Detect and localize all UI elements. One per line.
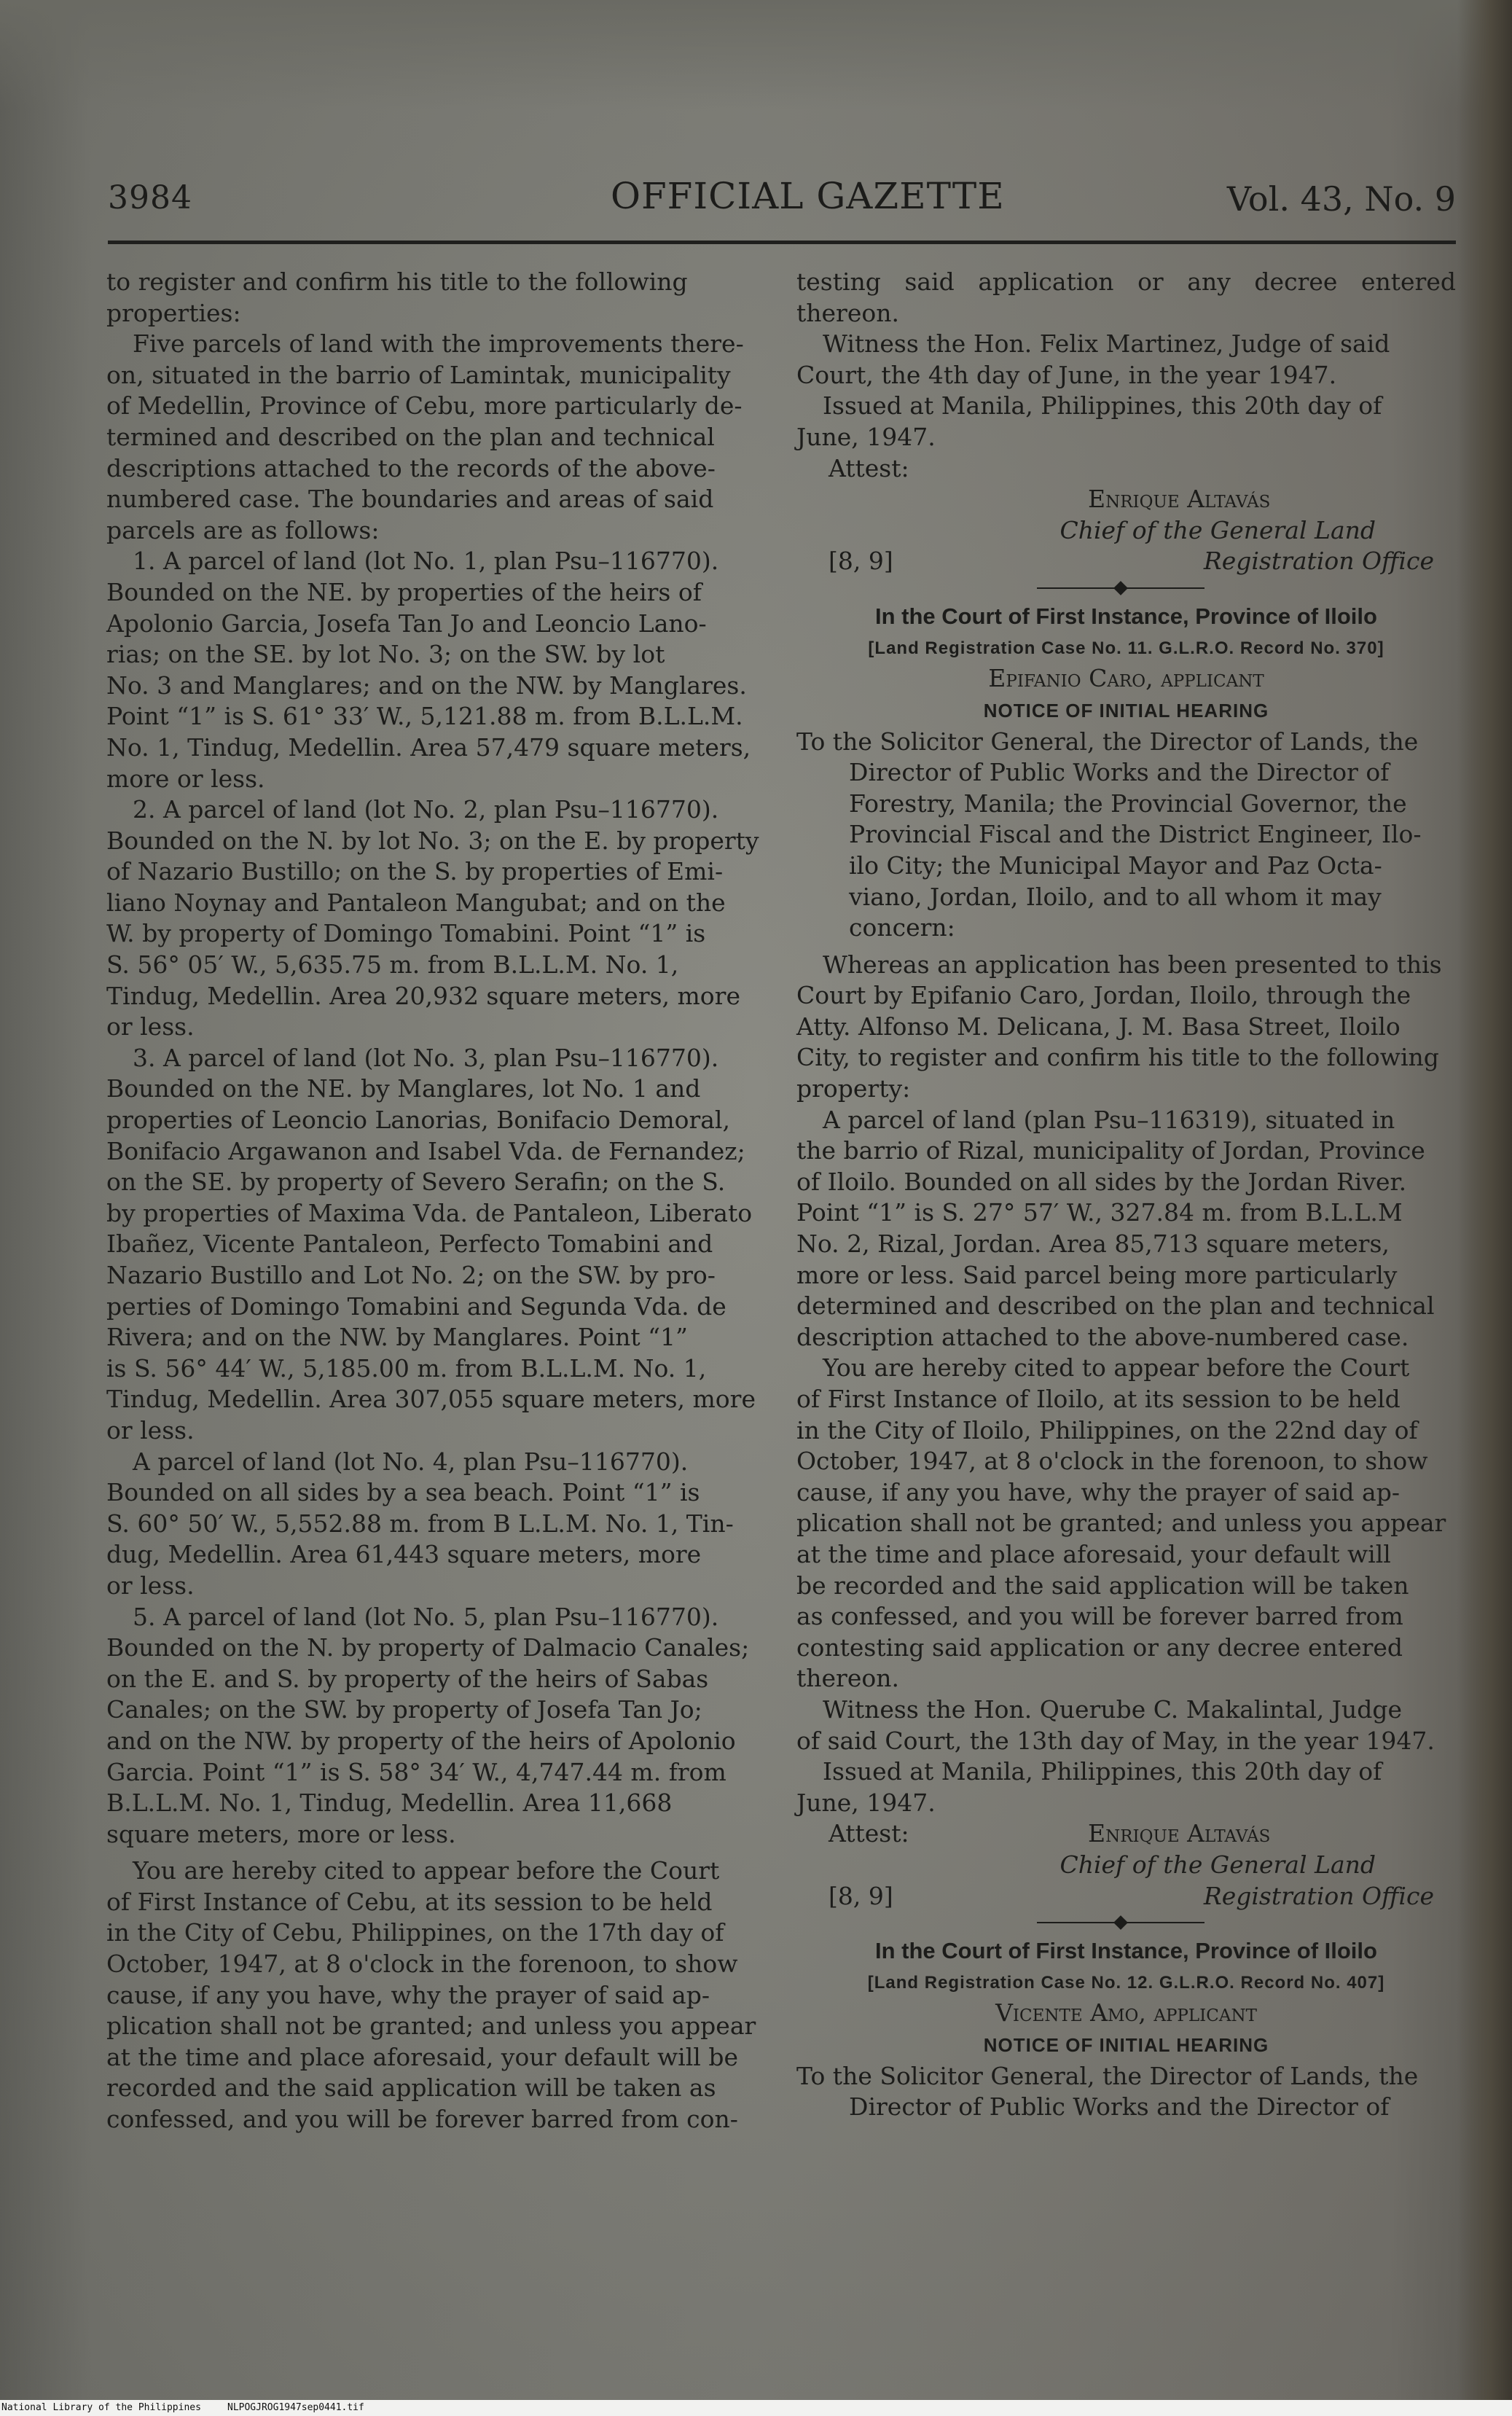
notice-title: NOTICE OF INITIAL HEARING <box>983 2033 1269 2056</box>
text-line: Five parcels of land with the improvements there- <box>133 329 744 359</box>
signatory-name: Enrique Altavás <box>1088 1819 1271 1848</box>
text-line: in the City of Iloilo, Philippines, on the 22nd day of <box>796 1415 1418 1444</box>
text-line: Director of Public Works and the Director of <box>849 758 1390 787</box>
text-line: of Iloilo. Bounded on all sides by the Jordan River. <box>796 1167 1407 1196</box>
text-line: W. by property of Domingo Tomabini. Point “1” is <box>106 919 706 948</box>
text-line: Rivera; and on the NW. by Manglares. Point “1” <box>106 1323 688 1352</box>
issue-line <box>796 546 1456 577</box>
text-line: No. 1, Tindug, Medellin. Area 57,479 square meters, <box>106 732 751 762</box>
text-line: Bounded on the NE. by properties of the heirs of <box>106 577 702 606</box>
text-line: descriptions attached to the records of the above- <box>106 453 716 482</box>
text-line: Bonifacio Argawanon and Isabel Vda. de Fernandez; <box>106 1136 745 1165</box>
text-line: No. 3 and Manglares; and on the NW. by Manglares. <box>106 671 747 700</box>
signatory-line <box>796 484 1456 515</box>
text-line: Witness the Hon. Querube C. Makalintal, Judge <box>823 1694 1402 1724</box>
text-line: be recorded and the said application will be taken <box>796 1571 1409 1600</box>
text-line: October, 1947, at 8 o'clock in the forenoon, to show <box>796 1447 1428 1476</box>
text-line: Apolonio Garcia, Josefa Tan Jo and Leoncio Lano- <box>106 609 707 638</box>
text-line: concern: <box>849 913 955 942</box>
text-line: plication shall not be granted; and unless you appear <box>106 2012 756 2041</box>
publication-title: OFFICIAL GAZETTE <box>611 175 1005 217</box>
section-divider <box>796 577 1456 599</box>
text-line: To the Solicitor General, the Director of Lands, the <box>796 727 1419 756</box>
text-line: confessed, and you will be forever barred from con- <box>106 2105 738 2134</box>
left-column <box>106 267 762 2135</box>
text-line: Forestry, Manila; the Provincial Governor, the <box>849 789 1407 818</box>
text-line: at the time and place aforesaid, your default will <box>796 1539 1391 1568</box>
text-line: Atty. Alfonso M. Delicana, J. M. Basa Street, Iloilo <box>796 1012 1401 1041</box>
text-line: B.L.L.M. No. 1, Tindug, Medellin. Area 11,668 <box>106 1788 673 1818</box>
text-line: Ibañez, Vicente Pantaleon, Perfecto Tomabini and <box>106 1229 713 1259</box>
issue-line <box>796 1881 1456 1912</box>
signatory-role: Chief of the General Land <box>1059 515 1376 544</box>
signatory-office: Registration Office <box>1203 1881 1434 1910</box>
applicant-name: Vicente Amo, applicant <box>995 1998 1257 2028</box>
text-line: Court by Epifanio Caro, Jordan, Iloilo, through the <box>796 981 1411 1010</box>
case-reference: [Land Registration Case No. 12. G.L.R.O. Record No. 407] <box>867 1973 1385 1993</box>
court-heading: In the Court of First Instance, Province of Iloilo <box>875 603 1377 629</box>
page-header <box>108 175 1456 226</box>
text-line: cause, if any you have, why the prayer of said ap- <box>796 1477 1400 1506</box>
header-rule <box>108 241 1456 244</box>
text-line: Nazario Bustillo and Lot No. 2; on the SW. by pro- <box>106 1261 716 1289</box>
text-line: to register and confirm his title to the following <box>106 267 688 296</box>
text-line: You are hereby cited to appear before the Court <box>823 1353 1410 1383</box>
text-line: October, 1947, at 8 o'clock in the forenoon, to show <box>106 1950 738 1979</box>
text-line: determined and described on the plan and technical <box>796 1291 1435 1321</box>
text-line: A parcel of land (plan Psu–116319), situated in <box>823 1105 1395 1134</box>
text-line: contesting said application or any decree entered <box>796 1633 1403 1662</box>
text-line: recorded and the said application will be taken as <box>106 2073 716 2103</box>
text-line: of First Instance of Iloilo, at its session to be held <box>796 1385 1401 1413</box>
text-line: 2. A parcel of land (lot No. 2, plan Psu–116770). <box>133 795 719 824</box>
text-line: the barrio of Rizal, municipality of Jordan, Province <box>796 1136 1425 1165</box>
issue-numbers: [8, 9] <box>829 1881 893 1910</box>
text-line: on the SE. by property of Severo Serafin; on the S. <box>106 1168 726 1197</box>
text-line: June, 1947. <box>796 1788 936 1817</box>
text-line: numbered case. The boundaries and areas of said <box>106 485 714 514</box>
text-line: 1. A parcel of land (lot No. 1, plan Psu–116770). <box>133 547 719 576</box>
text-line: on, situated in the barrio of Lamintak, municipality <box>106 360 731 389</box>
text-line: as confessed, and you will be forever barred from <box>796 1602 1403 1631</box>
text-line: termined and described on the plan and technical <box>106 422 715 451</box>
section-divider <box>796 1912 1456 1934</box>
text-line: in the City of Cebu, Philippines, on the 17th day of <box>106 1918 724 1947</box>
attest-label: Attest: <box>829 1819 909 1848</box>
signatory-role: Chief of the General Land <box>1059 1850 1376 1879</box>
text-line: Issued at Manila, Philippines, this 20th day of <box>823 1757 1382 1786</box>
court-heading: In the Court of First Instance, Province of Iloilo <box>875 1938 1377 1964</box>
page-number: 3984 <box>108 179 192 216</box>
text-line: S. 60° 50′ W., 5,552.88 m. from B L.L.M. No. 1, Tin- <box>106 1509 734 1538</box>
text-line: of Medellin, Province of Cebu, more particularly de- <box>106 391 743 421</box>
attest-label: Attest: <box>829 453 909 482</box>
text-line: property: <box>796 1074 911 1103</box>
text-line: A parcel of land (lot No. 4, plan Psu–116770). <box>133 1447 689 1476</box>
text-line: Canales; on the SW. by property of Josefa Tan Jo; <box>106 1695 702 1724</box>
text-line: cause, if any you have, why the prayer of said ap- <box>106 1980 710 2009</box>
library-credit: National Library of the Philippines <box>1 2402 201 2413</box>
text-line: of Nazario Bustillo; on the S. by properties of Emi- <box>106 857 724 886</box>
text-line: testing said application or any decree entered thereon. <box>796 267 1456 327</box>
scan-footer <box>0 2400 1512 2416</box>
text-line: and on the NW. by property of the heirs of Apolonio <box>106 1726 736 1755</box>
issue-numbers: [8, 9] <box>829 547 893 576</box>
text-line: Point “1” is S. 61° 33′ W., 5,121.88 m. from B.L.L.M. <box>106 702 743 731</box>
text-line: Director of Public Works and the Director of <box>849 2092 1390 2122</box>
text-line: at the time and place aforesaid, your default will be <box>106 2042 738 2071</box>
text-line: No. 2, Rizal, Jordan. Area 85,713 square meters, <box>796 1229 1390 1259</box>
text-line: properties: <box>106 298 241 327</box>
scan-filename: NLPOGJROG1947sep0441.tif <box>227 2402 364 2413</box>
text-line: S. 56° 05′ W., 5,635.75 m. from B.L.L.M. No. 1, <box>106 950 679 980</box>
page-binding-edge <box>1457 0 1512 2416</box>
applicant-name: Epifanio Caro, applicant <box>988 663 1264 692</box>
text-line: rias; on the SE. by lot No. 3; on the SW. by lot <box>106 640 665 669</box>
page-shadow-top <box>0 0 1512 109</box>
text-line: description attached to the above-numbered case. <box>796 1322 1409 1351</box>
right-column <box>796 267 1456 2123</box>
text-line: To the Solicitor General, the Director of Lands, the <box>796 2061 1419 2090</box>
text-line: by properties of Maxima Vda. de Pantaleon, Liberato <box>106 1198 753 1227</box>
text-line: You are hereby cited to appear before the Court <box>133 1856 720 1885</box>
text-line: or less. <box>106 1415 195 1444</box>
attest-line <box>796 1818 1456 1850</box>
notice-title: NOTICE OF INITIAL HEARING <box>983 699 1269 722</box>
signatory-name: Enrique Altavás <box>1088 485 1271 514</box>
volume-issue: Vol. 43, No. 9 <box>1226 179 1456 219</box>
text-line: on the E. and S. by property of the heirs of Sabas <box>106 1664 709 1693</box>
signatory-office: Registration Office <box>1203 547 1434 576</box>
text-line: City, to register and confirm his title to the following <box>796 1043 1439 1072</box>
text-line: Garcia. Point “1” is S. 58° 34′ W., 4,747.44 m. from <box>106 1757 726 1786</box>
text-line: perties of Domingo Tomabini and Segunda Vda. de <box>106 1291 726 1321</box>
text-line: Tindug, Medellin. Area 307,055 square meters, more <box>106 1385 756 1414</box>
text-line: Witness the Hon. Felix Martinez, Judge of said <box>823 329 1390 359</box>
text-line: properties of Leoncio Lanorias, Bonifacio Demoral, <box>106 1106 730 1135</box>
text-line: thereon. <box>796 1664 899 1693</box>
text-line: Point “1” is S. 27° 57′ W., 327.84 m. from B.L.L.M <box>796 1198 1403 1227</box>
text-line: plication shall not be granted; and unless you appear <box>796 1509 1446 1538</box>
text-line: Bounded on all sides by a sea beach. Point “1” is <box>106 1478 700 1507</box>
text-line: viano, Jordan, Iloilo, and to all whom it may <box>849 882 1382 911</box>
text-line: Bounded on the N. by property of Dalmacio Canales; <box>106 1633 750 1662</box>
attest-line <box>796 453 1456 485</box>
text-line: Court, the 4th day of June, in the year 1947. <box>796 360 1337 389</box>
text-line: Bounded on the N. by lot No. 3; on the E. by property <box>106 826 759 855</box>
text-line: Provincial Fiscal and the District Engineer, Ilo- <box>849 820 1422 849</box>
text-line: parcels are as follows: <box>106 515 380 544</box>
text-line: 3. A parcel of land (lot No. 3, plan Psu–116770). <box>133 1043 719 1072</box>
text-line: square meters, more or less. <box>106 1819 456 1848</box>
text-line: Tindug, Medellin. Area 20,932 square meters, more <box>106 981 740 1010</box>
text-line: June, 1947. <box>796 422 936 451</box>
text-line: Issued at Manila, Philippines, this 20th day of <box>823 391 1382 421</box>
text-line: more or less. Said parcel being more particularly <box>796 1260 1398 1289</box>
text-line: of First Instance of Cebu, at its session to be held <box>106 1887 713 1916</box>
text-line: Bounded on the NE. by Manglares, lot No. 1 and <box>106 1074 701 1103</box>
text-line: is S. 56° 44′ W., 5,185.00 m. from B.L.L.M. No. 1, <box>106 1353 707 1383</box>
case-reference: [Land Registration Case No. 11. G.L.R.O. Record No. 370] <box>868 638 1384 658</box>
text-line: more or less. <box>106 764 265 793</box>
text-line: 5. A parcel of land (lot No. 5, plan Psu–116770). <box>133 1602 719 1631</box>
text-line: of said Court, the 13th day of May, in the year 1947. <box>796 1726 1435 1755</box>
text-line: Whereas an application has been presented to this <box>823 950 1442 979</box>
text-line: or less. <box>106 1571 195 1600</box>
text-line: ilo City; the Municipal Mayor and Paz Octa- <box>849 851 1382 880</box>
text-line: dug, Medellin. Area 61,443 square meters, more <box>106 1540 702 1569</box>
text-line: or less. <box>106 1012 195 1041</box>
text-line: liano Noynay and Pantaleon Mangubat; and on the <box>106 888 726 917</box>
